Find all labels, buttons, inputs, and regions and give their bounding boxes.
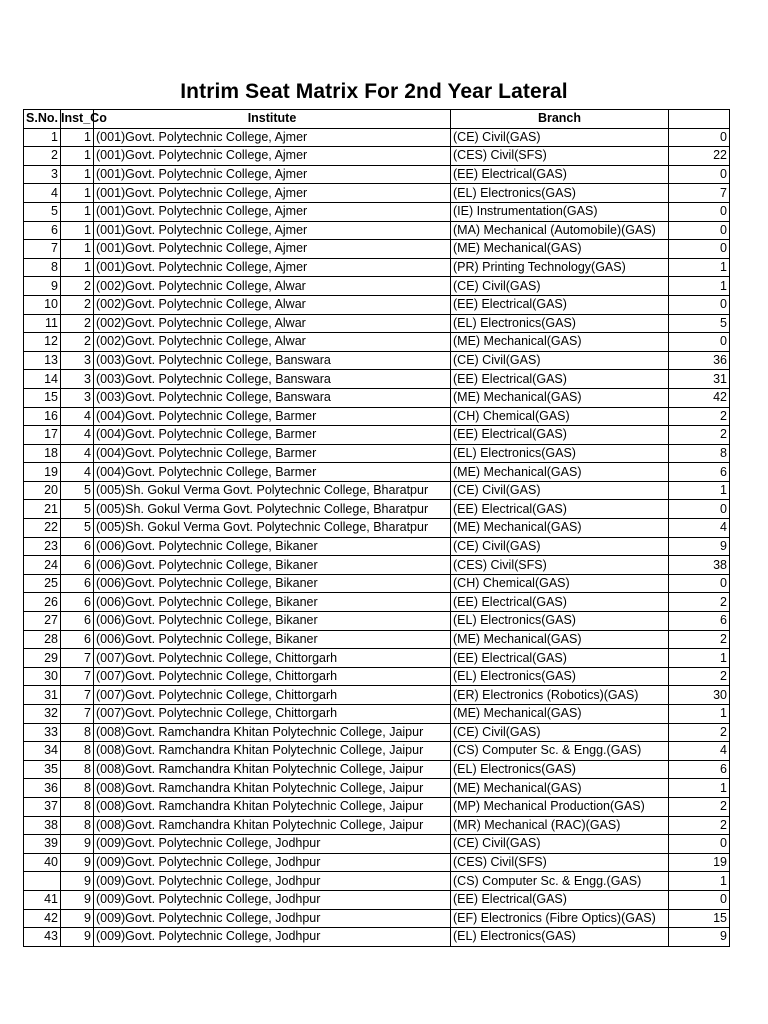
cell-branch: (CES) Civil(SFS) [451, 556, 669, 575]
cell-sno: 32 [24, 705, 61, 724]
cell-inst-code: 3 [61, 351, 94, 370]
cell-inst-code: 8 [61, 797, 94, 816]
cell-inst-code: 7 [61, 649, 94, 668]
cell-institute: (005)Sh. Gokul Verma Govt. Polytechnic College, Bharatpur [94, 519, 451, 538]
cell-branch: (EE) Electrical(GAS) [451, 295, 669, 314]
cell-inst-code: 2 [61, 295, 94, 314]
cell-inst-code: 1 [61, 202, 94, 221]
cell-inst-code: 6 [61, 574, 94, 593]
cell-sno: 30 [24, 667, 61, 686]
cell-inst-code: 5 [61, 519, 94, 538]
cell-institute: (004)Govt. Polytechnic College, Barmer [94, 426, 451, 445]
cell-institute: (007)Govt. Polytechnic College, Chittorgarh [94, 705, 451, 724]
cell-branch: (CE) Civil(GAS) [451, 351, 669, 370]
cell-institute: (004)Govt. Polytechnic College, Barmer [94, 444, 451, 463]
cell-inst-code: 3 [61, 388, 94, 407]
table-row [24, 649, 730, 668]
cell-institute: (009)Govt. Polytechnic College, Jodhpur [94, 890, 451, 909]
cell-inst-code: 9 [61, 909, 94, 928]
cell-institute: (002)Govt. Polytechnic College, Alwar [94, 295, 451, 314]
cell-institute: (007)Govt. Polytechnic College, Chittorgarh [94, 649, 451, 668]
cell-branch: (EL) Electronics(GAS) [451, 444, 669, 463]
cell-seats: 15 [669, 909, 730, 928]
table-row [24, 333, 730, 352]
header-seats [669, 110, 730, 129]
cell-sno: 37 [24, 797, 61, 816]
cell-institute: (008)Govt. Ramchandra Khitan Polytechnic College, Jaipur [94, 779, 451, 798]
cell-sno: 14 [24, 370, 61, 389]
cell-institute: (006)Govt. Polytechnic College, Bikaner [94, 556, 451, 575]
cell-inst-code: 9 [61, 853, 94, 872]
cell-sno: 35 [24, 760, 61, 779]
table-row [24, 407, 730, 426]
cell-sno: 13 [24, 351, 61, 370]
cell-institute: (005)Sh. Gokul Verma Govt. Polytechnic College, Bharatpur [94, 481, 451, 500]
cell-sno: 2 [24, 147, 61, 166]
cell-branch: (ME) Mechanical(GAS) [451, 333, 669, 352]
table-row [24, 258, 730, 277]
cell-seats: 2 [669, 407, 730, 426]
cell-seats: 0 [669, 240, 730, 259]
cell-sno: 6 [24, 221, 61, 240]
cell-sno: 19 [24, 463, 61, 482]
table-row [24, 128, 730, 147]
cell-branch: (ME) Mechanical(GAS) [451, 519, 669, 538]
cell-sno: 20 [24, 481, 61, 500]
cell-sno: 33 [24, 723, 61, 742]
cell-seats: 0 [669, 835, 730, 854]
cell-seats: 1 [669, 705, 730, 724]
cell-inst-code: 2 [61, 314, 94, 333]
cell-seats: 2 [669, 426, 730, 445]
cell-sno: 41 [24, 890, 61, 909]
cell-sno: 21 [24, 500, 61, 519]
cell-sno: 40 [24, 853, 61, 872]
cell-seats: 42 [669, 388, 730, 407]
table-row [24, 537, 730, 556]
cell-seats: 1 [669, 277, 730, 296]
cell-inst-code: 8 [61, 779, 94, 798]
cell-institute: (005)Sh. Gokul Verma Govt. Polytechnic College, Bharatpur [94, 500, 451, 519]
cell-branch: (MA) Mechanical (Automobile)(GAS) [451, 221, 669, 240]
cell-seats: 2 [669, 667, 730, 686]
cell-institute: (001)Govt. Polytechnic College, Ajmer [94, 258, 451, 277]
table-row [24, 593, 730, 612]
cell-branch: (EE) Electrical(GAS) [451, 165, 669, 184]
cell-branch: (EL) Electronics(GAS) [451, 612, 669, 631]
cell-institute: (008)Govt. Ramchandra Khitan Polytechnic College, Jaipur [94, 723, 451, 742]
table-row [24, 295, 730, 314]
cell-institute: (006)Govt. Polytechnic College, Bikaner [94, 630, 451, 649]
table-row [24, 519, 730, 538]
cell-branch: (EL) Electronics(GAS) [451, 667, 669, 686]
cell-seats: 2 [669, 593, 730, 612]
cell-branch: (CH) Chemical(GAS) [451, 407, 669, 426]
cell-seats: 31 [669, 370, 730, 389]
table-row [24, 797, 730, 816]
table-row [24, 760, 730, 779]
cell-inst-code: 2 [61, 277, 94, 296]
cell-seats: 1 [669, 872, 730, 891]
cell-institute: (009)Govt. Polytechnic College, Jodhpur [94, 928, 451, 947]
cell-sno [24, 872, 61, 891]
cell-sno: 22 [24, 519, 61, 538]
cell-institute: (002)Govt. Polytechnic College, Alwar [94, 333, 451, 352]
cell-sno: 23 [24, 537, 61, 556]
table-row [24, 779, 730, 798]
cell-inst-code: 2 [61, 333, 94, 352]
cell-seats: 4 [669, 519, 730, 538]
cell-inst-code: 1 [61, 258, 94, 277]
cell-inst-code: 6 [61, 593, 94, 612]
cell-branch: (ME) Mechanical(GAS) [451, 630, 669, 649]
cell-seats: 22 [669, 147, 730, 166]
cell-inst-code: 1 [61, 184, 94, 203]
table-row [24, 444, 730, 463]
cell-institute: (001)Govt. Polytechnic College, Ajmer [94, 202, 451, 221]
cell-institute: (001)Govt. Polytechnic College, Ajmer [94, 221, 451, 240]
table-row [24, 426, 730, 445]
cell-sno: 4 [24, 184, 61, 203]
seat-matrix-table [23, 109, 730, 947]
table-row [24, 742, 730, 761]
cell-institute: (009)Govt. Polytechnic College, Jodhpur [94, 872, 451, 891]
cell-seats: 0 [669, 165, 730, 184]
cell-seats: 6 [669, 612, 730, 631]
cell-branch: (ME) Mechanical(GAS) [451, 463, 669, 482]
cell-inst-code: 3 [61, 370, 94, 389]
cell-seats: 0 [669, 574, 730, 593]
cell-inst-code: 1 [61, 221, 94, 240]
cell-branch: (CE) Civil(GAS) [451, 277, 669, 296]
cell-inst-code: 4 [61, 463, 94, 482]
cell-seats: 0 [669, 333, 730, 352]
cell-institute: (003)Govt. Polytechnic College, Banswara [94, 388, 451, 407]
cell-institute: (006)Govt. Polytechnic College, Bikaner [94, 593, 451, 612]
table-row [24, 184, 730, 203]
cell-sno: 34 [24, 742, 61, 761]
cell-institute: (008)Govt. Ramchandra Khitan Polytechnic College, Jaipur [94, 760, 451, 779]
cell-inst-code: 9 [61, 835, 94, 854]
cell-inst-code: 5 [61, 481, 94, 500]
cell-inst-code: 1 [61, 147, 94, 166]
cell-sno: 25 [24, 574, 61, 593]
header-institute: Institute [94, 110, 451, 129]
cell-branch: (ME) Mechanical(GAS) [451, 779, 669, 798]
cell-branch: (CS) Computer Sc. & Engg.(GAS) [451, 872, 669, 891]
cell-sno: 36 [24, 779, 61, 798]
cell-sno: 5 [24, 202, 61, 221]
cell-seats: 6 [669, 463, 730, 482]
table-row [24, 481, 730, 500]
table-row [24, 314, 730, 333]
cell-inst-code: 4 [61, 444, 94, 463]
cell-sno: 27 [24, 612, 61, 631]
cell-seats: 1 [669, 258, 730, 277]
cell-sno: 17 [24, 426, 61, 445]
cell-institute: (001)Govt. Polytechnic College, Ajmer [94, 240, 451, 259]
cell-branch: (CS) Computer Sc. & Engg.(GAS) [451, 742, 669, 761]
cell-institute: (004)Govt. Polytechnic College, Barmer [94, 407, 451, 426]
cell-sno: 26 [24, 593, 61, 612]
table-row [24, 240, 730, 259]
table-body [24, 128, 730, 946]
cell-seats: 2 [669, 816, 730, 835]
table-row [24, 853, 730, 872]
table-row [24, 574, 730, 593]
cell-institute: (006)Govt. Polytechnic College, Bikaner [94, 537, 451, 556]
cell-inst-code: 1 [61, 240, 94, 259]
cell-seats: 7 [669, 184, 730, 203]
cell-branch: (ME) Mechanical(GAS) [451, 240, 669, 259]
cell-seats: 1 [669, 649, 730, 668]
cell-inst-code: 8 [61, 723, 94, 742]
cell-institute: (009)Govt. Polytechnic College, Jodhpur [94, 835, 451, 854]
cell-seats: 2 [669, 630, 730, 649]
cell-inst-code: 1 [61, 128, 94, 147]
cell-institute: (001)Govt. Polytechnic College, Ajmer [94, 165, 451, 184]
cell-institute: (009)Govt. Polytechnic College, Jodhpur [94, 853, 451, 872]
header-sno: S.No. [24, 110, 61, 129]
cell-seats: 5 [669, 314, 730, 333]
table-row [24, 277, 730, 296]
table-row [24, 221, 730, 240]
cell-institute: (002)Govt. Polytechnic College, Alwar [94, 314, 451, 333]
table-row [24, 388, 730, 407]
cell-sno: 29 [24, 649, 61, 668]
cell-branch: (EE) Electrical(GAS) [451, 593, 669, 612]
cell-inst-code: 7 [61, 667, 94, 686]
header-row [24, 110, 730, 129]
cell-institute: (008)Govt. Ramchandra Khitan Polytechnic College, Jaipur [94, 816, 451, 835]
cell-sno: 24 [24, 556, 61, 575]
table-row [24, 500, 730, 519]
cell-inst-code: 1 [61, 165, 94, 184]
cell-seats: 4 [669, 742, 730, 761]
cell-inst-code: 4 [61, 407, 94, 426]
cell-institute: (002)Govt. Polytechnic College, Alwar [94, 277, 451, 296]
cell-branch: (EL) Electronics(GAS) [451, 314, 669, 333]
table-row [24, 612, 730, 631]
cell-seats: 8 [669, 444, 730, 463]
cell-inst-code: 4 [61, 426, 94, 445]
cell-branch: (IE) Instrumentation(GAS) [451, 202, 669, 221]
cell-sno: 8 [24, 258, 61, 277]
cell-branch: (MP) Mechanical Production(GAS) [451, 797, 669, 816]
table-row [24, 928, 730, 947]
cell-sno: 16 [24, 407, 61, 426]
cell-sno: 31 [24, 686, 61, 705]
cell-inst-code: 6 [61, 630, 94, 649]
cell-branch: (CE) Civil(GAS) [451, 128, 669, 147]
table-row [24, 463, 730, 482]
cell-branch: (EE) Electrical(GAS) [451, 426, 669, 445]
cell-sno: 43 [24, 928, 61, 947]
table-row [24, 165, 730, 184]
cell-seats: 38 [669, 556, 730, 575]
cell-branch: (EE) Electrical(GAS) [451, 649, 669, 668]
cell-institute: (006)Govt. Polytechnic College, Bikaner [94, 574, 451, 593]
cell-seats: 6 [669, 760, 730, 779]
table-row [24, 890, 730, 909]
cell-institute: (003)Govt. Polytechnic College, Banswara [94, 351, 451, 370]
cell-sno: 18 [24, 444, 61, 463]
cell-seats: 9 [669, 537, 730, 556]
table-row [24, 723, 730, 742]
cell-sno: 11 [24, 314, 61, 333]
cell-institute: (001)Govt. Polytechnic College, Ajmer [94, 128, 451, 147]
table-row [24, 909, 730, 928]
cell-institute: (008)Govt. Ramchandra Khitan Polytechnic College, Jaipur [94, 742, 451, 761]
cell-seats: 0 [669, 890, 730, 909]
cell-sno: 38 [24, 816, 61, 835]
page-title: Intrim Seat Matrix For 2nd Year Lateral [180, 80, 568, 103]
cell-seats: 1 [669, 481, 730, 500]
table-row [24, 630, 730, 649]
cell-sno: 42 [24, 909, 61, 928]
cell-branch: (MR) Mechanical (RAC)(GAS) [451, 816, 669, 835]
cell-seats: 19 [669, 853, 730, 872]
cell-institute: (007)Govt. Polytechnic College, Chittorgarh [94, 667, 451, 686]
cell-institute: (008)Govt. Ramchandra Khitan Polytechnic College, Jaipur [94, 797, 451, 816]
table-row [24, 370, 730, 389]
table-row [24, 147, 730, 166]
table-row [24, 202, 730, 221]
cell-branch: (CES) Civil(SFS) [451, 147, 669, 166]
cell-branch: (CE) Civil(GAS) [451, 835, 669, 854]
cell-branch: (EE) Electrical(GAS) [451, 370, 669, 389]
cell-inst-code: 8 [61, 816, 94, 835]
cell-inst-code: 7 [61, 705, 94, 724]
cell-sno: 12 [24, 333, 61, 352]
table-row [24, 556, 730, 575]
cell-branch: (EF) Electronics (Fibre Optics)(GAS) [451, 909, 669, 928]
cell-sno: 39 [24, 835, 61, 854]
cell-inst-code: 9 [61, 928, 94, 947]
table-row [24, 686, 730, 705]
cell-inst-code: 7 [61, 686, 94, 705]
cell-seats: 2 [669, 797, 730, 816]
cell-branch: (ME) Mechanical(GAS) [451, 705, 669, 724]
cell-sno: 7 [24, 240, 61, 259]
cell-seats: 0 [669, 128, 730, 147]
cell-sno: 3 [24, 165, 61, 184]
cell-sno: 9 [24, 277, 61, 296]
cell-branch: (PR) Printing Technology(GAS) [451, 258, 669, 277]
cell-seats: 2 [669, 723, 730, 742]
cell-seats: 0 [669, 202, 730, 221]
cell-seats: 36 [669, 351, 730, 370]
header-branch: Branch [451, 110, 669, 129]
cell-inst-code: 9 [61, 890, 94, 909]
cell-branch: (CE) Civil(GAS) [451, 537, 669, 556]
cell-institute: (001)Govt. Polytechnic College, Ajmer [94, 184, 451, 203]
cell-institute: (003)Govt. Polytechnic College, Banswara [94, 370, 451, 389]
cell-sno: 10 [24, 295, 61, 314]
cell-institute: (001)Govt. Polytechnic College, Ajmer [94, 147, 451, 166]
cell-branch: (EL) Electronics(GAS) [451, 760, 669, 779]
header-inst-code: Inst_Co [61, 110, 94, 129]
table-row [24, 872, 730, 891]
cell-branch: (CH) Chemical(GAS) [451, 574, 669, 593]
cell-institute: (009)Govt. Polytechnic College, Jodhpur [94, 909, 451, 928]
cell-institute: (004)Govt. Polytechnic College, Barmer [94, 463, 451, 482]
table-row [24, 667, 730, 686]
cell-branch: (EE) Electrical(GAS) [451, 890, 669, 909]
cell-branch: (EE) Electrical(GAS) [451, 500, 669, 519]
cell-seats: 0 [669, 500, 730, 519]
cell-inst-code: 6 [61, 612, 94, 631]
cell-sno: 15 [24, 388, 61, 407]
table-row [24, 816, 730, 835]
cell-branch: (ME) Mechanical(GAS) [451, 388, 669, 407]
cell-sno: 28 [24, 630, 61, 649]
cell-branch: (EL) Electronics(GAS) [451, 184, 669, 203]
cell-sno: 1 [24, 128, 61, 147]
table-row [24, 705, 730, 724]
cell-branch: (EL) Electronics(GAS) [451, 928, 669, 947]
cell-seats: 30 [669, 686, 730, 705]
cell-institute: (006)Govt. Polytechnic College, Bikaner [94, 612, 451, 631]
cell-branch: (ER) Electronics (Robotics)(GAS) [451, 686, 669, 705]
table-row [24, 835, 730, 854]
cell-inst-code: 8 [61, 742, 94, 761]
cell-branch: (CE) Civil(GAS) [451, 723, 669, 742]
cell-seats: 1 [669, 779, 730, 798]
cell-branch: (CES) Civil(SFS) [451, 853, 669, 872]
cell-branch: (CE) Civil(GAS) [451, 481, 669, 500]
cell-inst-code: 8 [61, 760, 94, 779]
cell-inst-code: 9 [61, 872, 94, 891]
table-row [24, 351, 730, 370]
cell-seats: 9 [669, 928, 730, 947]
cell-inst-code: 6 [61, 537, 94, 556]
cell-inst-code: 5 [61, 500, 94, 519]
cell-seats: 0 [669, 295, 730, 314]
cell-inst-code: 6 [61, 556, 94, 575]
cell-institute: (007)Govt. Polytechnic College, Chittorgarh [94, 686, 451, 705]
cell-seats: 0 [669, 221, 730, 240]
